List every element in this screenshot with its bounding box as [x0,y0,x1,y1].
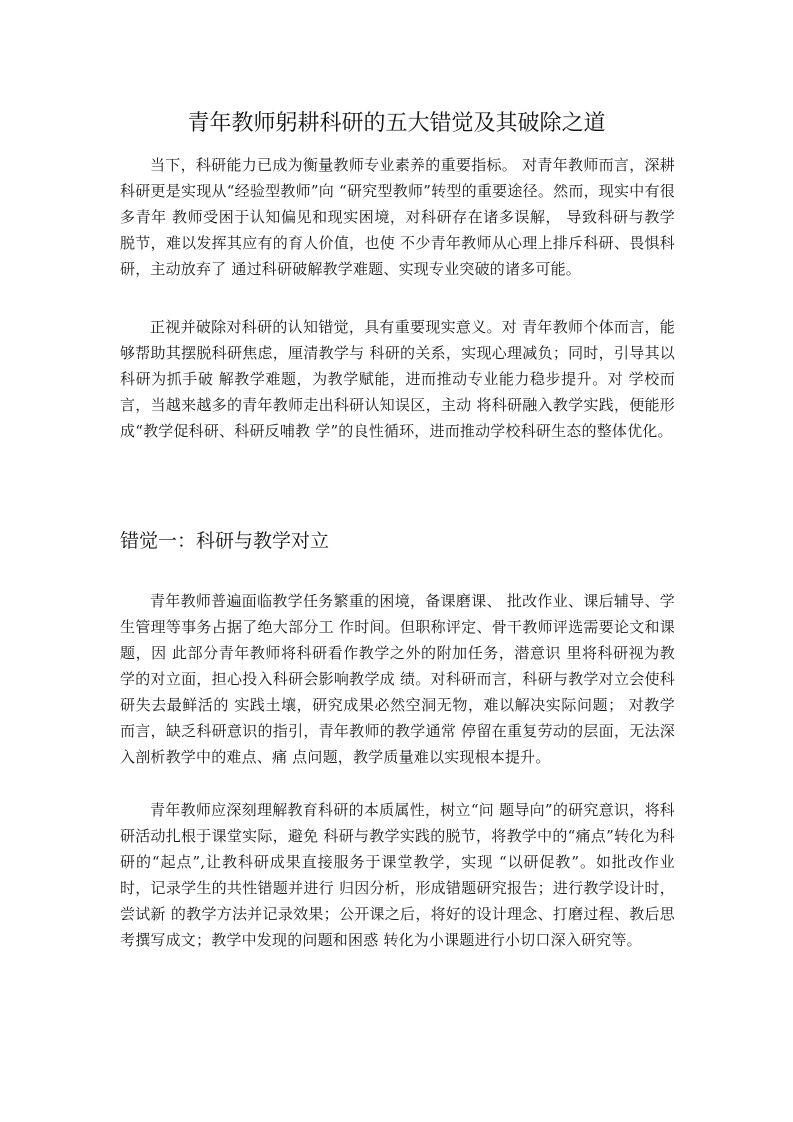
section-heading-1: 错觉一：科研与教学对立 [120,530,330,552]
intro-paragraph-2: 正视并破除对科研的认知错觉，具有重要现实意义。对 青年教师个体而言，能够帮助其摆脱科研焦虑，厘清教学与 科研的关系，实现心理减负；同时，引导其以科研为抓手破 解教学难题，为教学赋能，进而推动专业能力稳步提升。对 学校而言，当越来越多的青年教师走出科研认知误区，主动 将科研融入教学实践，便能形成“教学促科研、科研反哺教 学”的良性循环，进而推动学校科研生态的整体优化。 [120,318,675,440]
section-1-paragraph-2: 青年教师应深刻理解教育科研的本质属性，树立“问 题导向”的研究意识，将科研活动扎根于课堂实际，避免 科研与教学实践的脱节，将教学中的“痛点”转化为科 研的“起点”,让教科研成果直接服务于课堂教学，实现 “以研促教”。如批改作业时，记录学生的共性错题并进行 归因分析，形成错题研究报告；进行教学设计时，尝试新 的教学方法并记录效果；公开课之后，将好的设计理念、打磨过程、教后思考撰写成文；教学中发现的问题和困惑 转化为小课题进行小切口深入研究等。 [120,801,675,949]
intro-paragraph-1: 当下，科研能力已成为衡量教师专业素养的重要指标。 对青年教师而言，深耕科研更是实现从“经验型教师”向 “研究型教师”转型的重要途径。然而，现实中有很多青年 教师受困于认知偏见和现实困境，对科研存在诸多误解， 导致科研与教学脱节，难以发挥其应有的育人价值，也使 不少青年教师从心理上排斥科研、畏惧科研，主动放弃了 通过科研破解教学难题、实现专业突破的诸多可能。 [120,156,675,278]
document-title: 青年教师躬耕科研的五大错觉及其破除之道 [187,111,606,136]
section-1-paragraph-1: 青年教师普遍面临教学任务繁重的困境，备课磨课、 批改作业、课后辅导、学生管理等事务占据了绝大部分工 作时间。但职称评定、骨干教师评选需要论文和课题，因 此部分青年教师将科研看作教学之外的附加任务，潜意识 里将科研视为教学的对立面，担心投入科研会影响教学成 绩。对科研而言，科研与教学对立会使科研失去最鲜活的 实践土壤，研究成果必然空洞无物，难以解决实际问题； 对教学而言，缺乏科研意识的指引，青年教师的教学通常 停留在重复劳动的层面，无法深入剖析教学中的难点、痛 点问题，教学质量难以实现根本提升。 [120,592,675,766]
